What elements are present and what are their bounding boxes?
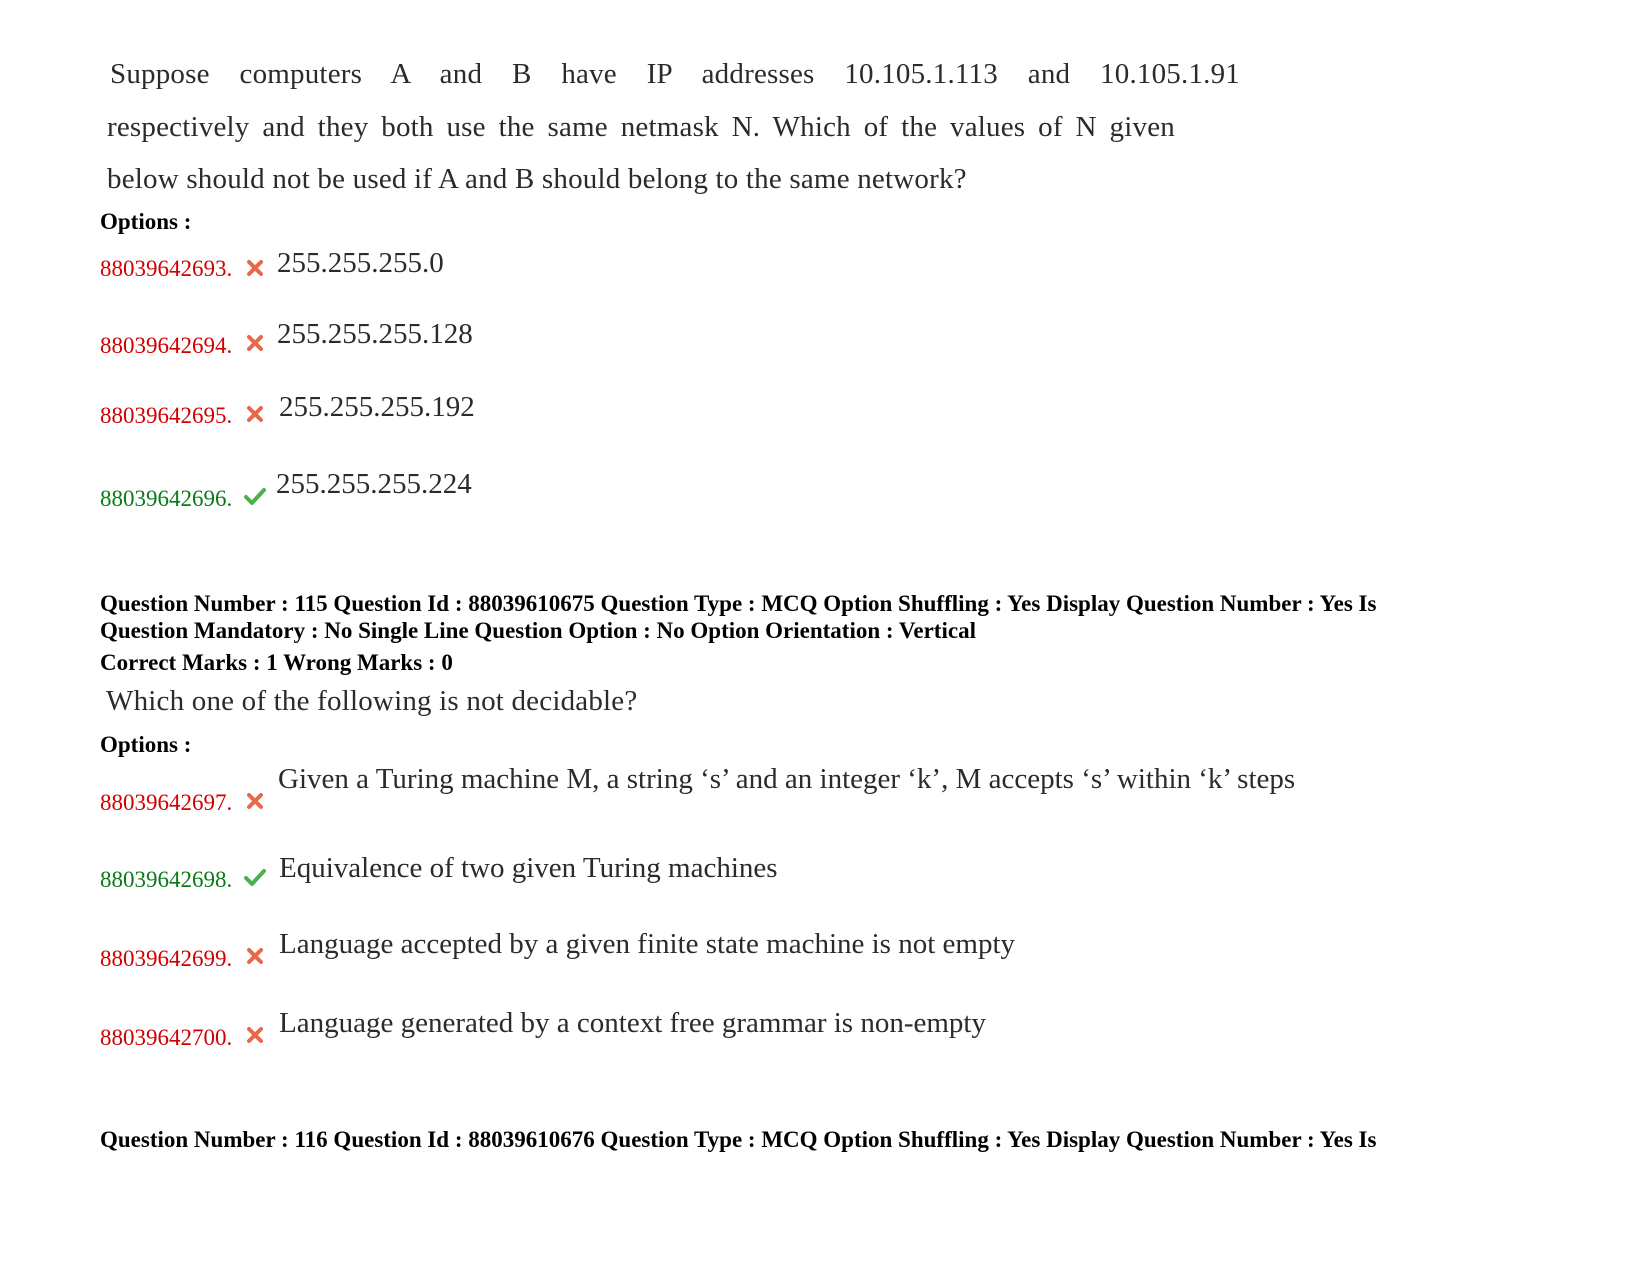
cross-icon <box>245 791 265 811</box>
cross-icon <box>245 333 265 353</box>
option-text: Equivalence of two given Turing machines <box>279 852 778 884</box>
option-row <box>100 333 232 359</box>
option-id: 88039642698. <box>100 867 233 892</box>
option-id: 88039642693. <box>100 256 233 281</box>
option-id: 88039642694. <box>100 333 233 358</box>
option-text: 255.255.255.192 <box>279 391 475 423</box>
option-row <box>100 790 232 816</box>
option-id: 88039642696. <box>100 486 233 511</box>
question-text-line-2: respectively and they both use the same netmask N. Which of the values of N given <box>107 111 1175 143</box>
option-text: Language accepted by a given finite state machine is not empty <box>279 928 1016 960</box>
cross-icon <box>245 1025 265 1045</box>
check-icon <box>243 867 267 887</box>
option-text: Given a Turing machine M, a string ‘s’ and an integer ‘k’, M accepts ‘s’ within ‘k’ steps <box>278 763 1296 795</box>
check-icon <box>243 486 267 506</box>
question-text-line-1: Suppose computers A and B have IP addresses 10.105.1.113 and 10.105.1.91 <box>110 58 1240 90</box>
options-label: Options : <box>100 209 192 234</box>
option-row <box>100 403 232 429</box>
option-row <box>100 946 232 972</box>
option-row <box>100 867 232 893</box>
option-row <box>100 256 232 282</box>
option-text: 255.255.255.0 <box>277 247 444 279</box>
option-row <box>100 486 232 512</box>
cross-icon <box>245 404 265 424</box>
option-id: 88039642695. <box>100 403 233 428</box>
question-text: Which one of the following is not decidable? <box>106 685 638 717</box>
cross-icon <box>245 946 265 966</box>
option-row <box>100 1025 232 1051</box>
question-meta-line-2: Question Mandatory : No Single Line Question Option : No Option Orientation : Vertical <box>100 618 976 643</box>
option-text: 255.255.255.224 <box>276 468 472 500</box>
option-id: 88039642699. <box>100 946 233 971</box>
question-meta-line-1: Question Number : 116 Question Id : 88039610676 Question Type : MCQ Option Shuffling : Yes Display Question Number : Yes Is <box>100 1127 1377 1152</box>
option-text: 255.255.255.128 <box>277 318 473 350</box>
option-id: 88039642700. <box>100 1025 233 1050</box>
question-meta-line-1: Question Number : 115 Question Id : 88039610675 Question Type : MCQ Option Shuffling : Yes Display Question Number : Yes Is <box>100 591 1377 616</box>
options-label: Options : <box>100 732 192 757</box>
cross-icon <box>245 258 265 278</box>
question-text-line-3: below should not be used if A and B should belong to the same network? <box>107 163 967 195</box>
marks-line: Correct Marks : 1 Wrong Marks : 0 <box>100 650 453 675</box>
option-text: Language generated by a context free grammar is non-empty <box>279 1007 986 1039</box>
option-id: 88039642697. <box>100 790 233 815</box>
